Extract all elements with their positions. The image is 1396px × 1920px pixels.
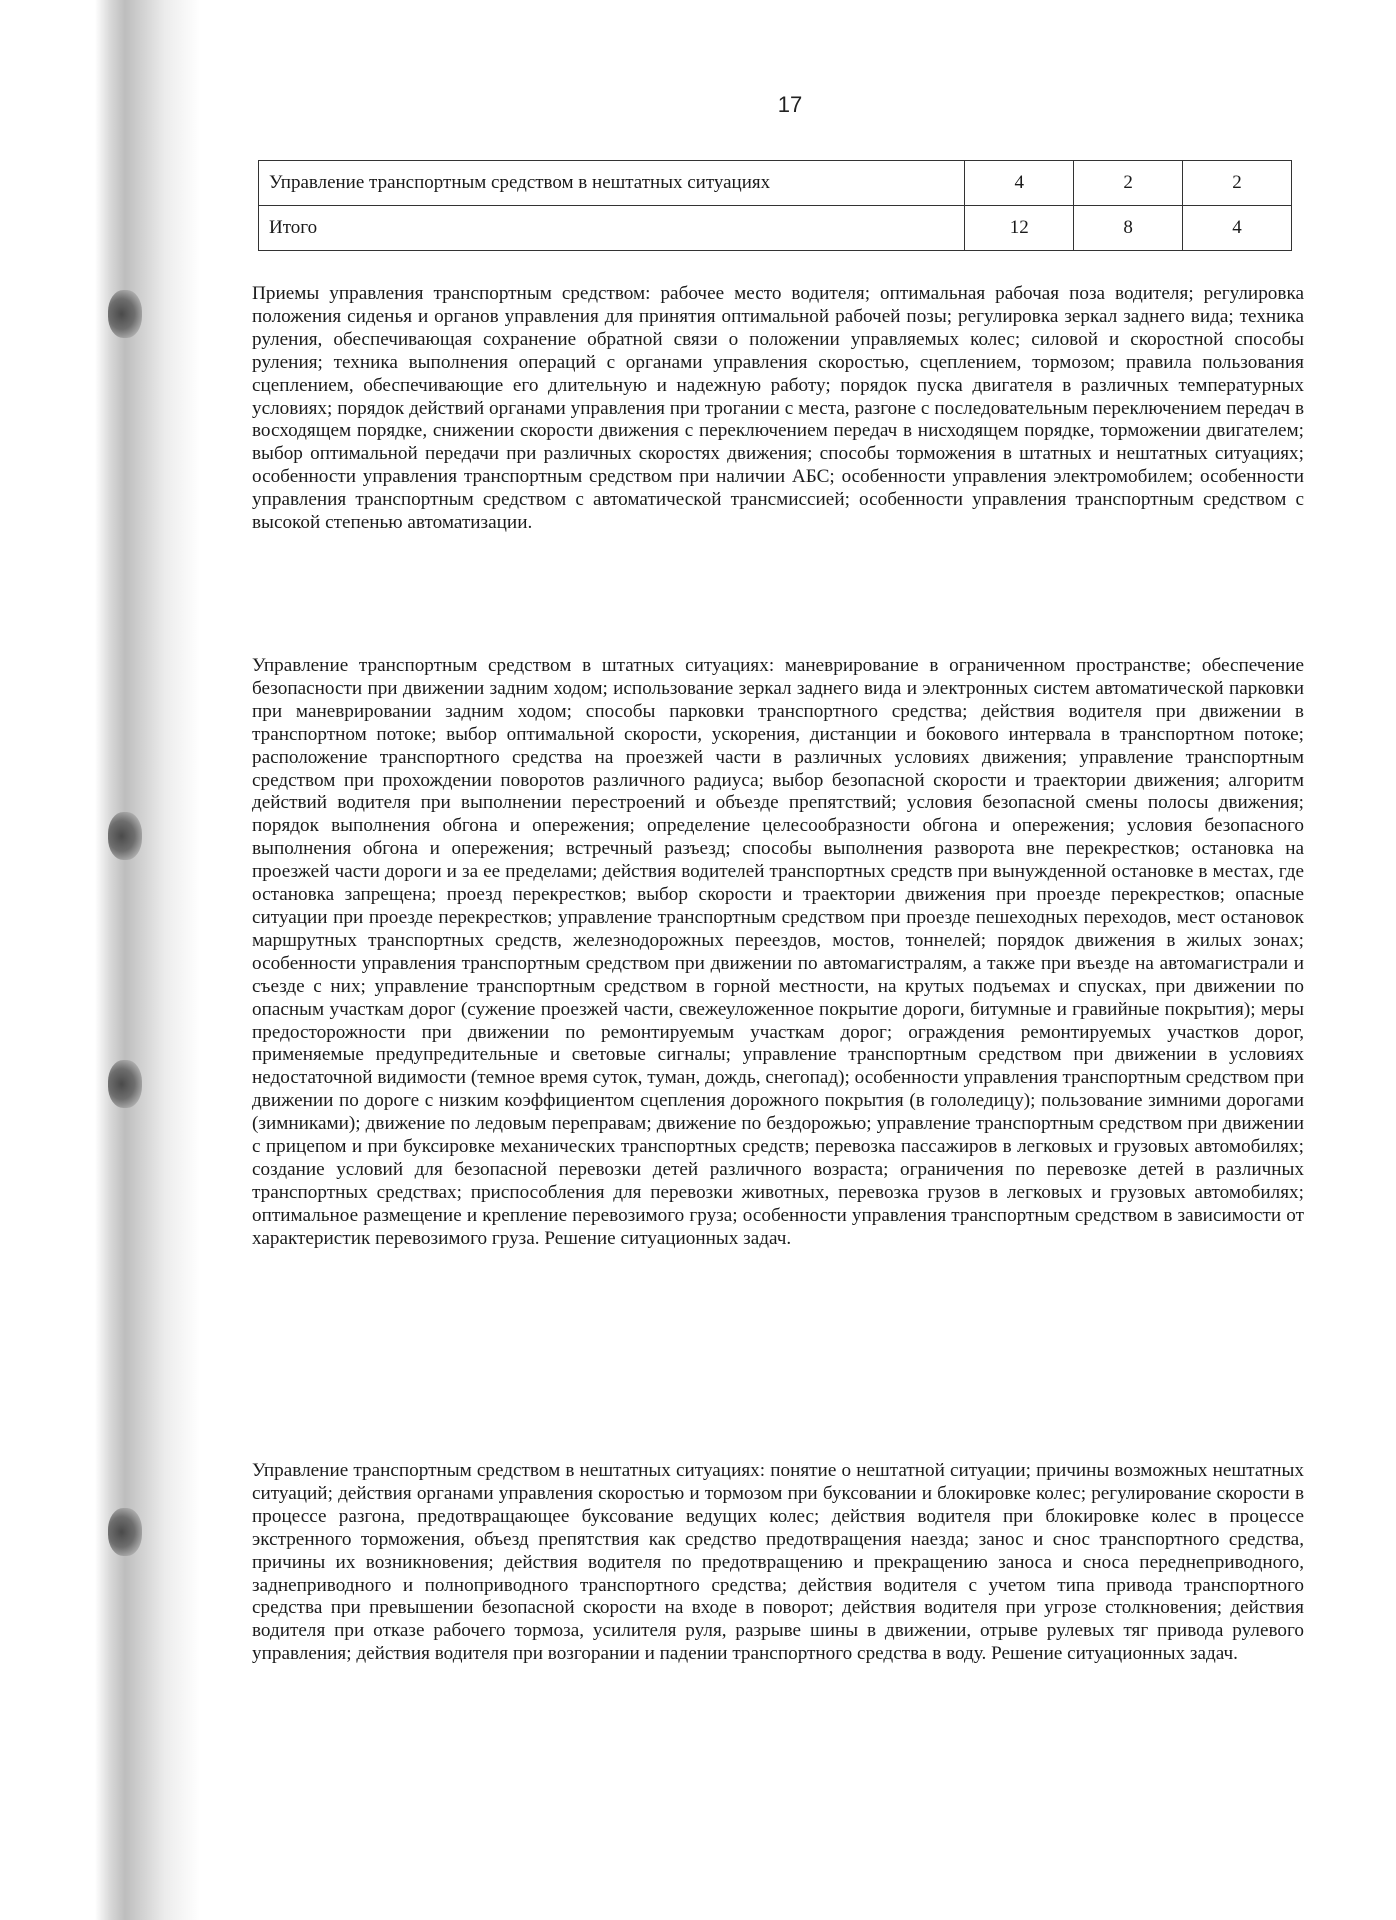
table-cell-total: 4 bbox=[965, 161, 1074, 206]
table-cell-theory: 8 bbox=[1074, 206, 1183, 251]
paragraph-driving-techniques: Приемы управления транспортным средством: рабочее место водителя; оптимальная рабочая поза водителя; регулировка положения сиденья и органов управления для принятия оптимальной рабочей позы; регулировка зеркал заднего вида; техника руления, обеспечивающая сохранение обратной связи о положении управляемых колес; силовой и скоростной способы руления; техника выполнения операций с органами управления скоростью, сцеплением, тормозом; правила пользования сцеплением, обеспечивающие его длительную и надежную работу; порядок пуска двигателя в различных температурных условиях; порядок действий органами управления при трогании с места, разгоне с последовательным переключением передач в восходящем порядке, снижении скорости движения с переключением передач в нисходящем порядке, торможении двигателем; выбор оптимальной передачи при различных скоростях движения; способы торможения в штатных и нештатных ситуациях; особенности управления транспортным средством при наличии АБС; особенности управления электромобилем; особенности управления транспортным средством с автоматической трансмиссией; особенности управления транспортным средством с высокой степенью автоматизации. bbox=[252, 283, 1304, 534]
table-cell-topic: Итого bbox=[259, 206, 965, 251]
scanner-shadow bbox=[0, 0, 200, 1920]
table-cell-total: 12 bbox=[965, 206, 1074, 251]
table-cell-topic: Управление транспортным средством в нештатных ситуациях bbox=[259, 161, 965, 206]
paragraph-emergency-situations: Управление транспортным средством в нештатных ситуациях: понятие о нештатной ситуации; причины возможных нештатных ситуаций; действия органами управления скоростью и тормозом при буксовании и блокировке колес; регулирование скорости в процессе разгона, предотвращающее буксование ведущих колес; действия водителя при блокировке колес в процессе экстренного торможения, объезд препятствия как средство предотвращения наезда; занос и снос транспортного средства, причины их возникновения; действия водителя по предотвращению и прекращению заноса и сноса переднеприводного, заднеприводного и полноприводного транспортного средства; действия водителя с учетом типа привода транспортного средства при превышении безопасной скорости на входе в поворот; действия водителя при угрозе столкновения; действия водителя при отказе рабочего тормоза, усилителя руля, разрыве шины в движении, отрыве рулевых тяг привода рулевого управления; действия водителя при возгорании и падении транспортного средства в воду. Решение ситуационных задач. bbox=[252, 1460, 1304, 1665]
binder-hole-3 bbox=[108, 1060, 142, 1108]
binder-hole-2 bbox=[108, 812, 142, 860]
binder-hole-4 bbox=[108, 1508, 142, 1556]
paragraph-normal-situations: Управление транспортным средством в штатных ситуациях: маневрирование в ограниченном пространстве; обеспечение безопасности при движении задним ходом; использование зеркал заднего вида и электронных систем автоматической парковки при маневрировании задним ходом; способы парковки транспортного средства; действия водителя при движении в транспортном потоке; выбор оптимальной скорости, ускорения, дистанции и бокового интервала в транспортном потоке; расположение транспортного средства на проезжей части в различных условиях движения; управление транспортным средством при прохождении поворотов различного радиуса; выбор безопасной скорости и траектории движения; алгоритм действий водителя при выполнении перестроений и объезде препятствий; условия безопасной смены полосы движения; порядок выполнения обгона и опережения; определение целесообразности обгона и опережения; условия безопасного выполнения обгона и опережения; встречный разъезд; способы выполнения разворота вне перекрестков; остановка на проезжей части дороги и за ее пределами; действия водителей транспортных средств при вынужденной остановке в местах, где остановка запрещена; проезд перекрестков; выбор скорости и траектории движения при проезде перекрестков; опасные ситуации при проезде перекрестков; управление транспортным средством при проезде пешеходных переходов, мест остановок маршрутных транспортных средств, железнодорожных переездов, мостов, тоннелей; порядок движения в жилых зонах; особенности управления транспортным средством при движении по автомагистралям, а также при въезде на автомагистрали и съезде с них; управление транспортным средством в горной местности, на крутых подъемах и спусках, при движении по опасным участкам дорог (сужение проезжей части, свежеуложенное покрытие дороги, битумные и гравийные покрытия); меры предосторожности при движении по ремонтируемым участкам дорог; ограждения ремонтируемых участков дорог, применяемые предупредительные и световые сигналы; управление транспортным средством при движении в условиях недостаточной видимости (темное время суток, туман, дождь, снегопад); особенности управления транспортным средством при движении по дороге с низким коэффициентом сцепления дорожного покрытия (в гололедицу); пользование зимними дорогами (зимниками); движение по ледовым переправам; движение по бездорожью; управление транспортным средством при движении с прицепом и при буксировке механических транспортных средств; перевозка пассажиров в легковых и грузовых автомобилях; создание условий для безопасной перевозки детей различного возраста; ограничения по перевозке детей в различных транспортных средствах; приспособления для перевозки животных, перевозка грузов в легковых и грузовых автомобилях; оптимальное размещение и крепление перевозимого груза; особенности управления транспортным средством в зависимости от характеристик перевозимого груза. Решение ситуационных задач. bbox=[252, 655, 1304, 1249]
hours-table bbox=[258, 160, 1292, 251]
table-cell-practice: 2 bbox=[1183, 161, 1292, 206]
table-cell-theory: 2 bbox=[1074, 161, 1183, 206]
table-cell-practice: 4 bbox=[1183, 206, 1292, 251]
binder-hole-1 bbox=[108, 290, 142, 338]
table-row bbox=[259, 161, 1292, 206]
page-number: 17 bbox=[777, 92, 803, 117]
table-row bbox=[259, 206, 1292, 251]
